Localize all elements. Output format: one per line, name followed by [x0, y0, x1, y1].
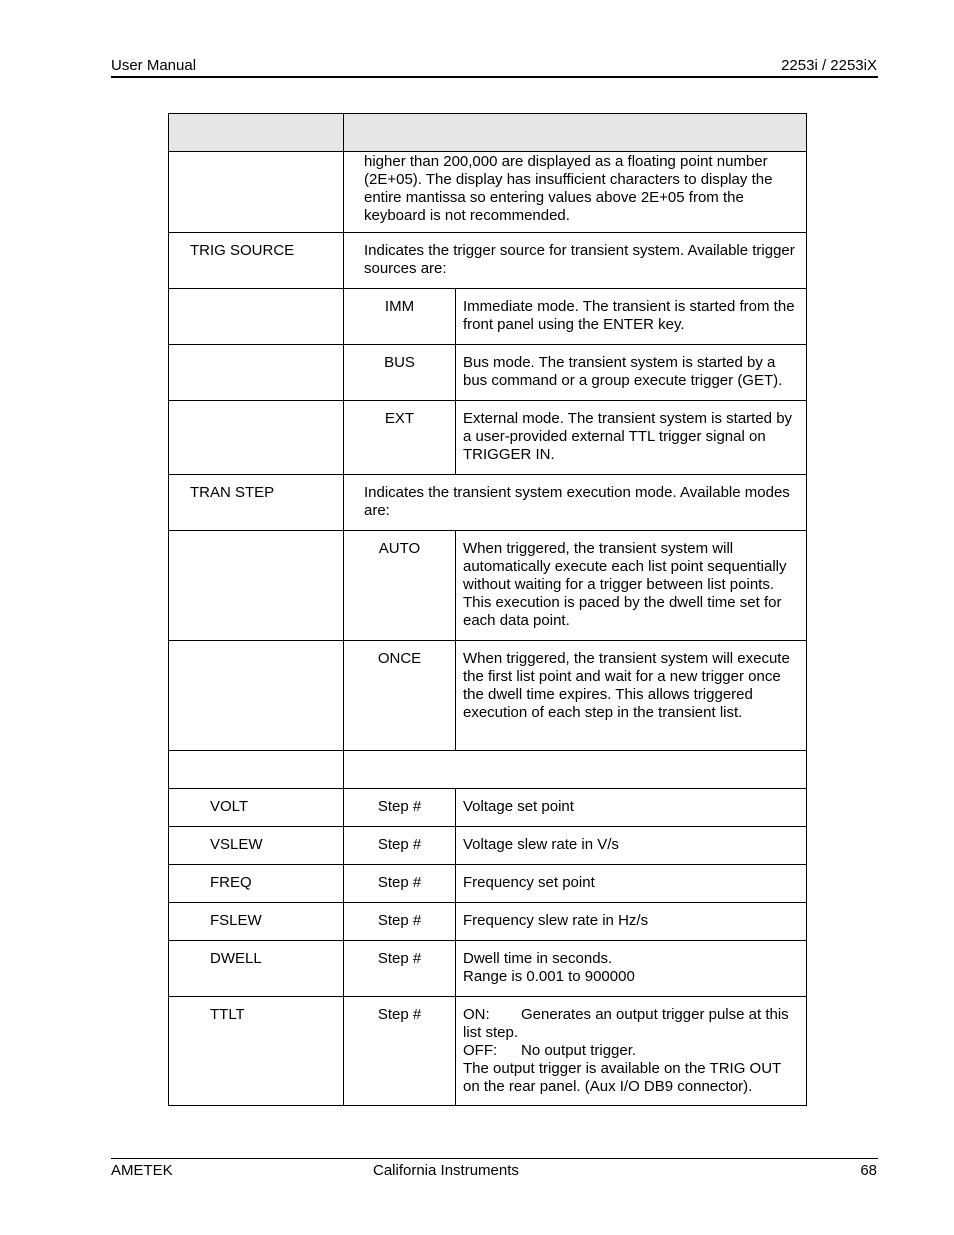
table-row [169, 345, 807, 401]
list-param-name: VOLT [169, 789, 344, 827]
table-row [169, 475, 807, 531]
table-row [169, 401, 807, 475]
option-description: Bus mode. The transient system is started by a bus command or a group execute trigger (GET). [456, 345, 807, 401]
option-code: EXT [344, 401, 456, 475]
table-row [169, 531, 807, 641]
option-code: ONCE [344, 641, 456, 751]
list-param-step: Step # [344, 997, 456, 1106]
list-param-description: Voltage set point [456, 789, 807, 827]
table-header-cell [169, 114, 344, 152]
list-param-name: VSLEW [169, 827, 344, 865]
table-row [169, 233, 807, 289]
header-title: User Manual [111, 57, 197, 74]
ttlt-on-line [463, 1006, 798, 1042]
table-row [169, 641, 807, 751]
param-description: Indicates the trigger source for transient system. Available trigger sources are: [344, 233, 807, 289]
table-header-row [169, 114, 807, 152]
dwell-line-1: Dwell time in seconds. [463, 950, 613, 967]
table-header-cell [344, 114, 807, 152]
table-cell [169, 641, 344, 751]
list-param-description: Frequency slew rate in Hz/s [456, 903, 807, 941]
option-code: BUS [344, 345, 456, 401]
ttlt-off-label: OFF: [463, 1042, 498, 1059]
list-param-name: FREQ [169, 865, 344, 903]
option-code: AUTO [344, 531, 456, 641]
table-row [169, 751, 807, 789]
dwell-line-2: Range is 0.001 to 900000 [463, 968, 635, 985]
list-param-step: Step # [344, 827, 456, 865]
list-param-description [456, 997, 807, 1106]
param-name: TRAN STEP [169, 475, 344, 531]
continuation-text: higher than 200,000 are displayed as a floating point number (2E+05). The display has insufficient characters to display the entire mantissa so entering values above 2E+05 from the keyboard is not recommended. [344, 152, 807, 233]
table-row [169, 152, 807, 233]
parameter-table [168, 113, 807, 1106]
header-model: 2253i / 2253iX [781, 57, 877, 74]
table-row [169, 289, 807, 345]
table-row [169, 827, 807, 865]
option-description: When triggered, the transient system will automatically execute each list point sequentially without waiting for a trigger between list points. This execution is paced by the dwell time set for each data point. [456, 531, 807, 641]
ttlt-note: The output trigger is available on the TRIG OUT on the rear panel. (Aux I/O DB9 connector). [463, 1060, 781, 1095]
header-rule [111, 76, 878, 78]
list-param-step: Step # [344, 865, 456, 903]
param-description: Indicates the transient system execution mode. Available modes are: [344, 475, 807, 531]
table-row [169, 903, 807, 941]
page-number: 68 [860, 1162, 877, 1179]
footer-division: California Instruments [373, 1162, 519, 1179]
table-row [169, 997, 807, 1106]
list-param-description [456, 941, 807, 997]
table-cell [169, 289, 344, 345]
table-cell [169, 531, 344, 641]
ttlt-off-line [463, 1042, 798, 1060]
footer-company: AMETEK [111, 1162, 173, 1179]
list-param-step: Step # [344, 789, 456, 827]
table-cell [169, 152, 344, 233]
list-param-name: TTLT [169, 997, 344, 1106]
param-name: TRIG SOURCE [169, 233, 344, 289]
option-description: When triggered, the transient system will execute the first list point and wait for a new trigger once the dwell time expires. This allows triggered execution of each step in the transient list. [456, 641, 807, 751]
option-description: Immediate mode. The transient is started from the front panel using the ENTER key. [456, 289, 807, 345]
table-row [169, 865, 807, 903]
option-description: External mode. The transient system is started by a user-provided external TTL trigger signal on TRIGGER IN. [456, 401, 807, 475]
list-param-description: Voltage slew rate in V/s [456, 827, 807, 865]
table-cell [344, 751, 807, 789]
list-param-description: Frequency set point [456, 865, 807, 903]
table-row [169, 789, 807, 827]
footer-rule [111, 1158, 878, 1159]
list-param-step: Step # [344, 903, 456, 941]
table-cell [169, 751, 344, 789]
list-param-step: Step # [344, 941, 456, 997]
ttlt-on-label: ON: [463, 1006, 490, 1023]
list-param-name: DWELL [169, 941, 344, 997]
table-row [169, 941, 807, 997]
ttlt-on-text: Generates an output trigger pulse at this list step. [463, 1006, 789, 1041]
ttlt-off-text: No output trigger. [521, 1042, 637, 1059]
list-param-name: FSLEW [169, 903, 344, 941]
table-cell [169, 345, 344, 401]
table-cell [169, 401, 344, 475]
option-code: IMM [344, 289, 456, 345]
